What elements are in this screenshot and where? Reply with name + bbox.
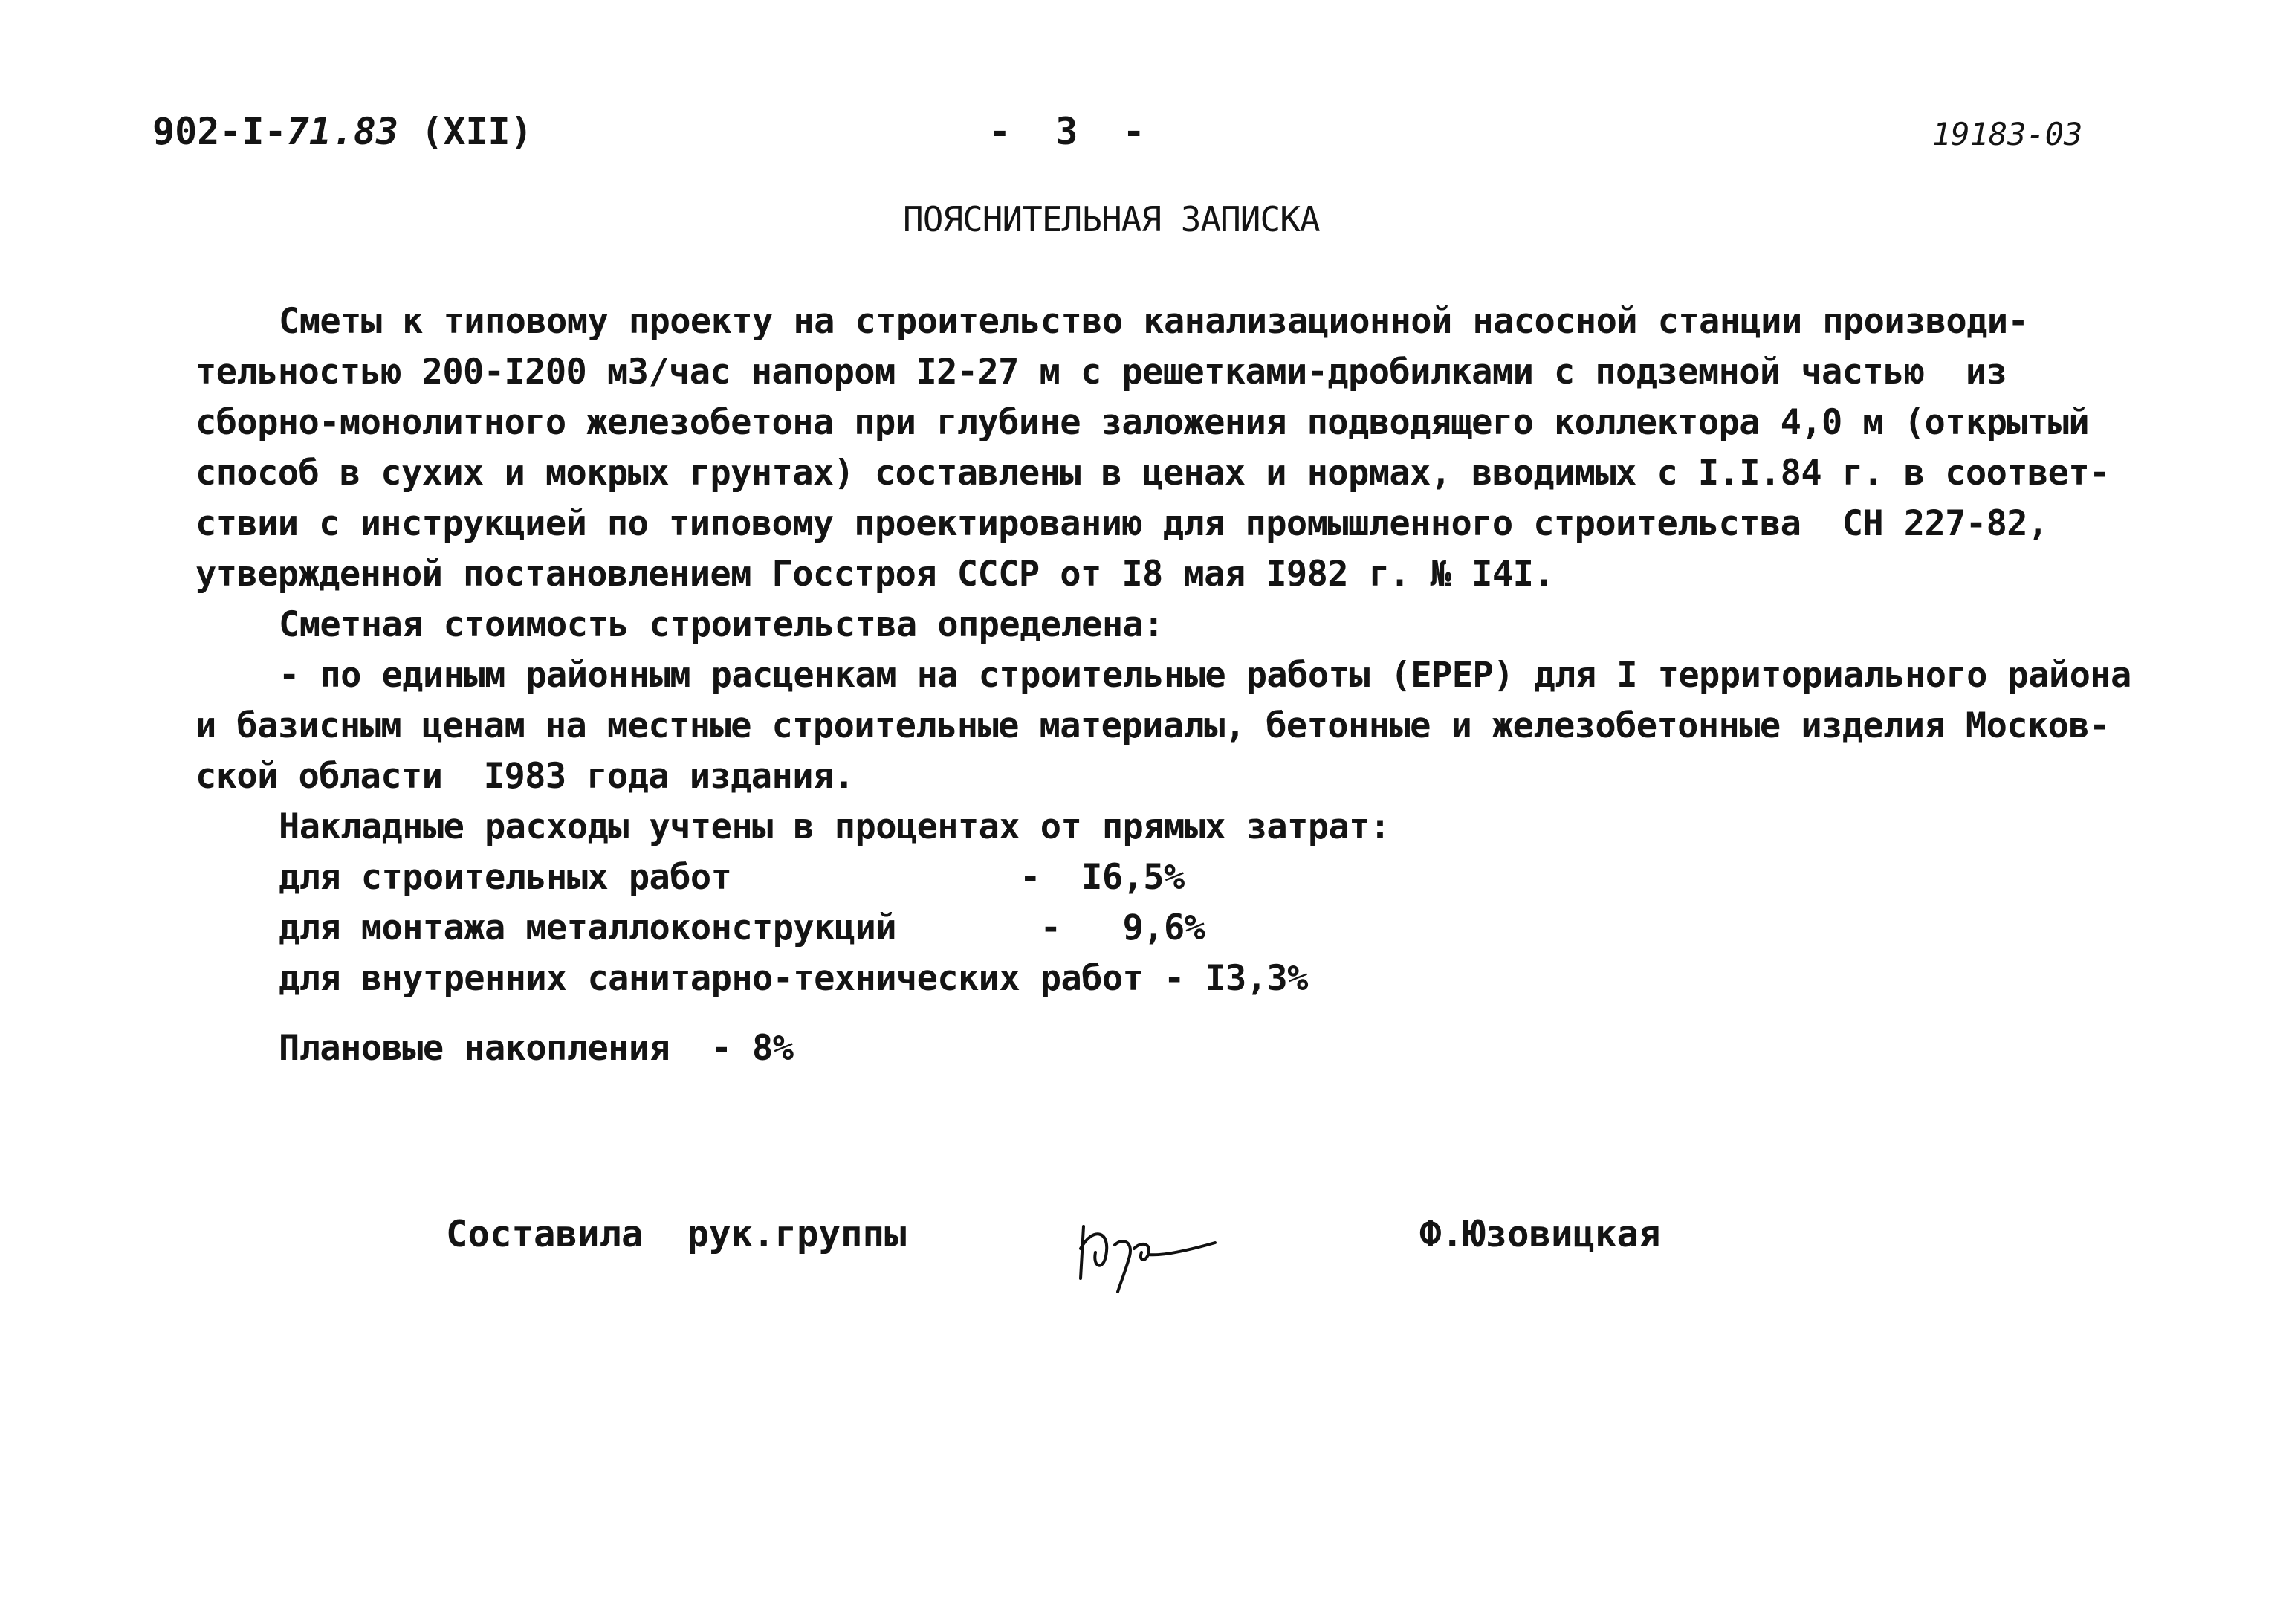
paragraph1-line: утвержденной постановлением Госстроя СССР от I8 мая I982 г. № I4I. (195, 554, 1554, 595)
handwritten-signature (1070, 1197, 1219, 1293)
overhead-item: для внутренних санитарно-технических работ - I3,3% (279, 958, 1308, 999)
signature-label: Составила рук.группы (446, 1213, 907, 1255)
paragraph1-line: способ в сухих и мокрых грунтах) составлены в ценах и нормах, вводимых с I.I.84 г. в соответ- (195, 453, 2110, 494)
planned-savings: Плановые накопления - 8% (279, 1028, 794, 1069)
paragraph2-line: - по единым районным расценкам на строительные работы (ЕРЕР) для I территориального района (279, 655, 2131, 696)
document-code-handwritten: 71.83 (286, 110, 399, 153)
document-code: 902-I-71.83 (XII) (152, 110, 533, 153)
paragraph1-line: Сметы к типовому проекту на строительство канализационной насосной станции производи- (279, 301, 2029, 342)
overhead-item: для строительных работ - I6,5% (279, 857, 1185, 898)
page-title: ПОЯСНИТЕЛЬНАЯ ЗАПИСКА (903, 199, 1320, 239)
overhead-intro: Накладные расходы учтены в процентах от прямых затрат: (279, 806, 1390, 847)
paragraph2-line: ской области I983 года издания. (195, 756, 855, 797)
paragraph1-line: ствии с инструкцией по типовому проектированию для промышленного строительства СН 227-82, (195, 503, 2048, 544)
paragraph1-line: тельностью 200-I200 м3/час напором I2-27 м с решетками-дробилками с подземной частью из (195, 352, 2007, 392)
overhead-item: для монтажа металлоконструкций - 9,6% (279, 908, 1205, 948)
archive-number: 19183-03 (1932, 116, 2083, 152)
paragraph1-line: сборно-монолитного железобетона при глубине заложения подводящего коллектора 4,0 м (открытый (195, 402, 2090, 443)
signatory-name: Ф.Юзовицкая (1419, 1213, 1661, 1255)
page-number: - 3 - (988, 110, 1145, 153)
paragraph2-line: и базисным ценам на местные строительные материалы, бетонные и железобетонные изделия Москов- (195, 705, 2110, 746)
cost-intro: Сметная стоимость строительства определена: (279, 604, 1164, 645)
